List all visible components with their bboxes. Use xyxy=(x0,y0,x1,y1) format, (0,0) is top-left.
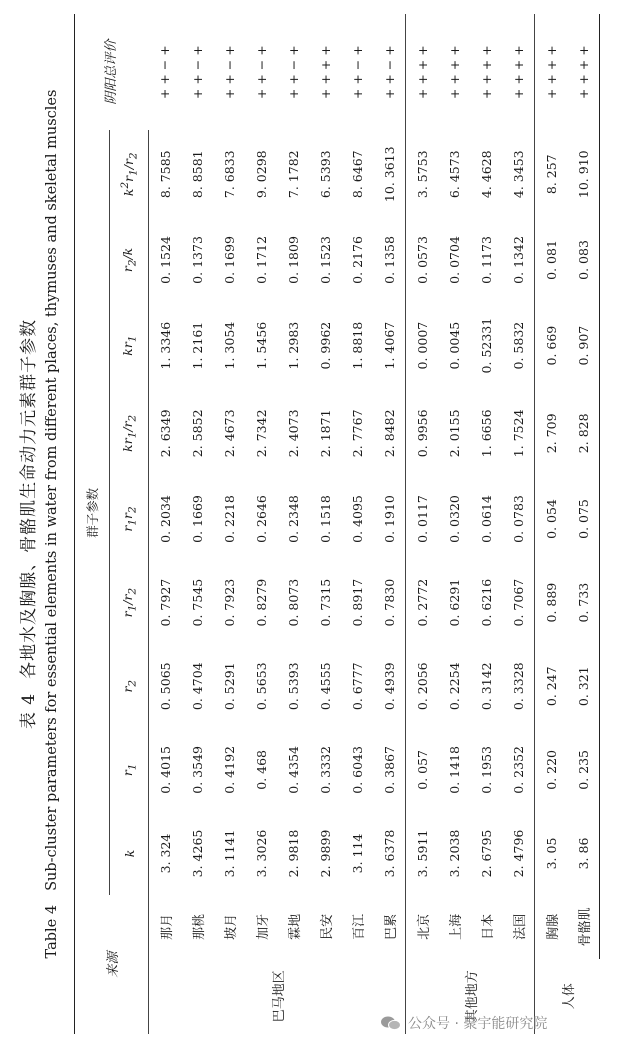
place-cell: 胸腺 xyxy=(535,895,568,958)
value-cell: 1. 3054 xyxy=(221,321,237,370)
value-cell: 0. 4015 xyxy=(157,746,173,794)
value-cell: 0. 0573 xyxy=(406,218,439,302)
value-cell: 0. 1953 xyxy=(478,746,494,794)
value-cell: 10. 910 xyxy=(567,130,600,218)
value-cell: 2. 4796 xyxy=(510,829,526,878)
value-cell: 0. 2254 xyxy=(446,662,462,711)
value-cell: 0. 2176 xyxy=(349,236,365,284)
value-cell: 2. 7767 xyxy=(349,409,365,458)
value-cell: 2. 7342 xyxy=(253,409,269,458)
value-cell: 3. 5753 xyxy=(406,130,439,218)
value-cell: 0. 4354 xyxy=(285,746,301,794)
verdict-cell: + + − + xyxy=(381,45,397,100)
table-row xyxy=(535,14,568,1034)
value-cell: 0. 4192 xyxy=(221,746,237,794)
value-cell: 0. 4555 xyxy=(317,662,333,711)
value-cell: 4. 3453 xyxy=(510,150,526,199)
value-cell: 0. 0614 xyxy=(478,495,494,543)
value-cell: 0. 8917 xyxy=(349,578,365,627)
place-cell: 霖地 xyxy=(287,913,303,940)
value-cell: 8. 7585 xyxy=(157,150,173,199)
value-cell: 0. 1373 xyxy=(189,236,205,284)
value-cell: 0. 5653 xyxy=(253,662,269,711)
place-cell: 日本 xyxy=(480,913,496,940)
value-cell: 3. 6378 xyxy=(381,829,397,878)
verdict-cell: + + − + xyxy=(285,45,301,100)
value-cell: 0. 468 xyxy=(253,749,269,790)
region-cell: 人体 xyxy=(535,959,600,1034)
value-cell: 2. 9818 xyxy=(285,829,301,878)
value-cell: 0. 52331 xyxy=(478,317,494,374)
value-cell: 0. 3142 xyxy=(478,662,494,711)
region-cell: 其他地方 xyxy=(406,959,535,1034)
value-cell: 0. 0117 xyxy=(406,477,439,561)
table-row xyxy=(341,14,373,1034)
verdict-cell: + + − + xyxy=(157,45,173,100)
table-row xyxy=(567,14,600,1034)
value-cell: 2. 828 xyxy=(567,389,600,477)
verdict-cell: + + + + xyxy=(317,45,333,100)
table-row xyxy=(373,14,406,1034)
caption-en-label: Table 4 xyxy=(44,904,60,959)
value-cell: 0. 2646 xyxy=(253,495,269,543)
value-cell: 0. 1342 xyxy=(510,236,526,284)
value-cell: 0. 6291 xyxy=(446,578,462,627)
value-cell: 0. 4095 xyxy=(349,495,365,543)
value-cell: 0. 907 xyxy=(567,302,600,390)
value-cell: 3. 3026 xyxy=(253,829,269,878)
table-row xyxy=(406,14,439,1034)
value-cell: 6. 5393 xyxy=(317,150,333,199)
verdict-header: 阴阳总评价 xyxy=(75,14,149,130)
value-cell: 1. 7524 xyxy=(510,409,526,458)
place-cell: 百江 xyxy=(351,913,367,940)
value-cell: 2. 0155 xyxy=(446,409,462,458)
region-cell: 巴马地区 xyxy=(271,970,287,1023)
value-cell: 3. 5911 xyxy=(406,812,439,896)
place-cell: 巴累 xyxy=(383,913,399,940)
place-cell: 加牙 xyxy=(255,913,271,940)
verdict-cell: + + − + xyxy=(189,45,205,100)
table-row xyxy=(309,14,341,1034)
value-cell: 0. 1712 xyxy=(253,236,269,284)
param-header-kr1-over-r2: $kr_1/r_2$ xyxy=(110,389,149,477)
value-cell: 2. 1871 xyxy=(317,409,333,458)
value-cell: 6. 4573 xyxy=(446,150,462,199)
value-cell: 4. 4628 xyxy=(478,150,494,199)
verdict-cell: + + + + xyxy=(510,45,526,100)
value-cell: 0. 1809 xyxy=(285,236,301,284)
verdict-cell: + + + + xyxy=(446,45,462,100)
table-caption-chinese xyxy=(14,0,39,1048)
verdict-cell: + + − + xyxy=(221,45,237,100)
value-cell: 7. 6833 xyxy=(221,150,237,199)
param-header-r2-over-k: $r_2/k$ xyxy=(110,218,149,302)
parameter-header-row xyxy=(110,14,149,1034)
verdict-cell: + + + + xyxy=(535,14,568,130)
value-cell: 1. 8818 xyxy=(349,321,365,370)
watermark xyxy=(380,1010,630,1036)
value-cell: 0. 2348 xyxy=(285,495,301,543)
value-cell: 3. 114 xyxy=(349,833,365,874)
value-cell: 0. 7923 xyxy=(221,578,237,627)
value-cell: 0. 6043 xyxy=(349,746,365,794)
value-cell: 10. 3613 xyxy=(381,146,397,203)
value-cell: 3. 1141 xyxy=(221,829,237,878)
table-row xyxy=(149,14,182,1034)
source-header: 来源 xyxy=(75,895,149,1034)
table-row xyxy=(502,14,535,1034)
param-header-kr1: $kr_1$ xyxy=(110,302,149,390)
table-row xyxy=(181,14,213,1034)
value-cell: 2. 5852 xyxy=(189,409,205,458)
caption-cn-label: 表 4 xyxy=(19,692,39,730)
value-cell: 0. 220 xyxy=(535,728,568,812)
place-cell: 北京 xyxy=(406,895,439,958)
table-caption-english xyxy=(44,0,60,1048)
verdict-cell: + + + + xyxy=(406,14,439,130)
value-cell: 0. 7927 xyxy=(157,578,173,627)
value-cell: 7. 1782 xyxy=(285,150,301,199)
caption-cn-title: 各地水及胸腺、骨骼肌生命动力元素群子参数 xyxy=(19,318,39,679)
value-cell: 0. 4704 xyxy=(189,662,205,711)
value-cell: 1. 2161 xyxy=(189,321,205,370)
watermark-text: 公众号 · 聚宇能研究院 xyxy=(408,1016,548,1032)
caption-en-title: Sub-cluster parameters for essential elements in water from different places, thymuses and skeletal muscles xyxy=(44,89,60,891)
value-cell: 0. 0007 xyxy=(406,302,439,390)
value-cell: 0. 0783 xyxy=(510,495,526,543)
value-cell: 0. 3332 xyxy=(317,746,333,794)
value-cell: 0. 1699 xyxy=(221,236,237,284)
param-header-r1r2: $r_1r_2$ xyxy=(110,477,149,561)
param-header-k: k xyxy=(110,812,149,896)
value-cell: 1. 5456 xyxy=(253,321,269,370)
value-cell: 2. 709 xyxy=(535,389,568,477)
value-cell: 0. 733 xyxy=(567,561,600,645)
value-cell: 0. 8279 xyxy=(253,578,269,627)
param-header-r2: $r_2$ xyxy=(110,644,149,728)
value-cell: 0. 5065 xyxy=(157,662,173,711)
table-body xyxy=(149,14,600,1034)
param-header-r1-over-r2: $r_1/r_2$ xyxy=(110,561,149,645)
sub-cluster-table xyxy=(74,14,600,1034)
value-cell: 3. 86 xyxy=(567,812,600,896)
value-cell: 8. 6467 xyxy=(349,150,365,199)
value-cell: 0. 889 xyxy=(535,561,568,645)
verdict-cell: + + − + xyxy=(349,45,365,100)
value-cell: 8. 257 xyxy=(535,130,568,218)
value-cell: 1. 4067 xyxy=(381,321,397,370)
place-cell: 法国 xyxy=(512,913,528,940)
value-cell: 0. 083 xyxy=(567,218,600,302)
value-cell: 0. 4939 xyxy=(381,662,397,711)
value-cell: 0. 3549 xyxy=(189,746,205,794)
value-cell: 1. 3346 xyxy=(157,321,173,370)
value-cell: 1. 6656 xyxy=(478,409,494,458)
wechat-icon xyxy=(380,1015,402,1031)
value-cell: 2. 6349 xyxy=(157,409,173,458)
value-cell: 0. 7545 xyxy=(189,578,205,627)
value-cell: 0. 7067 xyxy=(510,578,526,627)
table-row xyxy=(277,14,309,1034)
value-cell: 2. 4673 xyxy=(221,409,237,458)
value-cell: 0. 1523 xyxy=(317,236,333,284)
value-cell: 0. 321 xyxy=(567,644,600,728)
value-cell: 2. 8482 xyxy=(381,409,397,458)
table-row xyxy=(213,14,245,1034)
value-cell: 0. 9956 xyxy=(406,389,439,477)
param-header-r1: $r_1$ xyxy=(110,728,149,812)
place-cell: 那桃 xyxy=(191,913,207,940)
value-cell: 0. 054 xyxy=(535,477,568,561)
value-cell: 2. 4073 xyxy=(285,409,301,458)
param-header-k2r1-over-r2: $k^2r_1/r_2$ xyxy=(110,130,149,218)
value-cell: 0. 3867 xyxy=(381,746,397,794)
value-cell: 3. 05 xyxy=(535,812,568,896)
value-cell: 0. 1910 xyxy=(381,495,397,543)
value-cell: 0. 7315 xyxy=(317,578,333,627)
value-cell: 2. 9899 xyxy=(317,829,333,878)
value-cell: 0. 6777 xyxy=(349,662,365,711)
value-cell: 0. 669 xyxy=(535,302,568,390)
value-cell: 0. 7830 xyxy=(381,578,397,627)
place-cell: 那月 xyxy=(159,913,175,940)
value-cell: 9. 0298 xyxy=(253,150,269,199)
table-row xyxy=(245,14,277,1034)
value-cell: 3. 2038 xyxy=(446,829,462,878)
value-cell: 0. 2772 xyxy=(406,561,439,645)
value-cell: 0. 2352 xyxy=(510,746,526,794)
value-cell: 0. 8073 xyxy=(285,578,301,627)
value-cell: 0. 2034 xyxy=(157,495,173,543)
value-cell: 0. 9962 xyxy=(317,321,333,370)
value-cell: 8. 8581 xyxy=(189,150,205,199)
place-cell: 民安 xyxy=(319,913,335,940)
value-cell: 3. 4265 xyxy=(189,829,205,878)
value-cell: 0. 057 xyxy=(406,728,439,812)
value-cell: 0. 1358 xyxy=(381,236,397,284)
parameter-group-header: 群子参数 xyxy=(75,130,110,895)
verdict-cell: + + + + xyxy=(478,45,494,100)
verdict-cell: + + + + xyxy=(567,14,600,130)
table-row xyxy=(470,14,502,1034)
value-cell: 0. 1669 xyxy=(189,495,205,543)
value-cell: 2. 6795 xyxy=(478,829,494,878)
value-cell: 1. 2983 xyxy=(285,321,301,370)
value-cell: 0. 6216 xyxy=(478,578,494,627)
value-cell: 0. 1518 xyxy=(317,495,333,543)
value-cell: 0. 0320 xyxy=(446,495,462,543)
value-cell: 0. 075 xyxy=(567,477,600,561)
value-cell: 0. 235 xyxy=(567,728,600,812)
value-cell: 0. 3328 xyxy=(510,662,526,711)
place-cell: 上海 xyxy=(448,913,464,940)
value-cell: 0. 1524 xyxy=(157,236,173,284)
place-cell: 坡月 xyxy=(223,913,239,940)
value-cell: 0. 0704 xyxy=(446,236,462,284)
value-cell: 0. 5393 xyxy=(285,662,301,711)
value-cell: 0. 2056 xyxy=(406,644,439,728)
value-cell: 0. 1418 xyxy=(446,746,462,794)
value-cell: 0. 1173 xyxy=(478,236,494,284)
table-row xyxy=(438,14,470,1034)
value-cell: 3. 324 xyxy=(157,833,173,874)
value-cell: 0. 247 xyxy=(535,644,568,728)
place-cell: 骨骼肌 xyxy=(567,895,600,958)
verdict-cell: + + − + xyxy=(253,45,269,100)
value-cell: 0. 2218 xyxy=(221,495,237,543)
value-cell: 0. 5832 xyxy=(510,321,526,370)
value-cell: 0. 0045 xyxy=(446,321,462,370)
value-cell: 0. 5291 xyxy=(221,662,237,711)
value-cell: 0. 081 xyxy=(535,218,568,302)
